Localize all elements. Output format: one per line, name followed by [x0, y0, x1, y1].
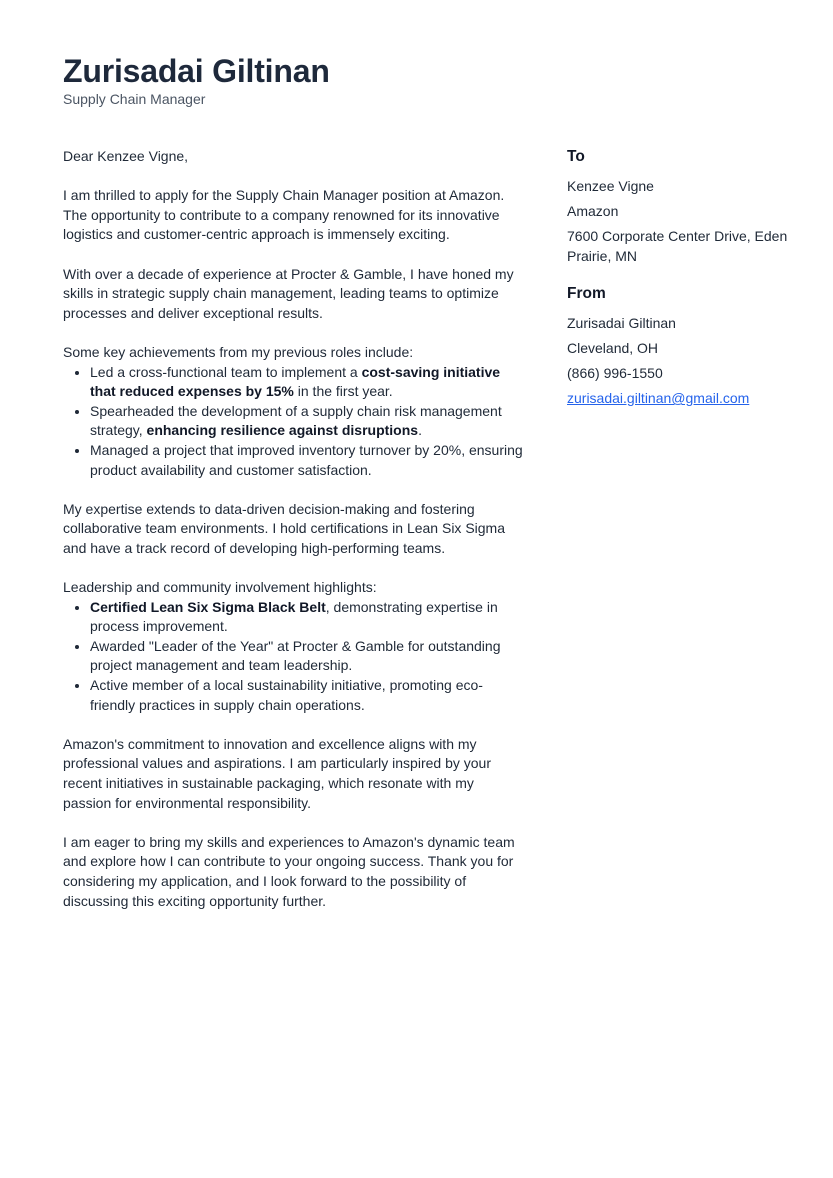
leadership-list [63, 598, 523, 716]
achievement-text: . [418, 422, 422, 439]
list-item [90, 598, 523, 637]
achievement-text: Spearheaded the development of a supply chain risk management strategy, [90, 402, 502, 439]
leadership-highlight: Certified Lean Six Sigma Black Belt [90, 598, 326, 615]
list-item: • Active member of a local sustainability initiative, promoting eco-friendly practices in supply chain operations. [90, 676, 523, 715]
leadership-text: , demonstrating expertise in process improvement. [90, 598, 498, 635]
recipient-block [567, 147, 797, 266]
list-item: • Awarded "Leader of the Year" at Procter & Gamble for outstanding project management and team leadership. [90, 637, 523, 676]
recipient-heading: To [567, 148, 585, 165]
salutation: Dear Kenzee Vigne, [63, 148, 189, 164]
contact-sidebar [567, 147, 797, 427]
list-item [90, 363, 523, 402]
list-item [90, 402, 523, 441]
paragraph-intro: I am thrilled to apply for the Supply Chain Manager position at Amazon. The opportunity to contribute to a company renowned for its innovative logistics and customer-centric approach is immensely exciting. [63, 187, 505, 243]
recipient-address: 7600 Corporate Center Drive, Eden Prairie, MN [567, 227, 788, 264]
paragraph-experience: With over a decade of experience at Procter & Gamble, I have honed my skills in strategic supply chain management, leading teams to optimize processes and deliver exceptional results. [63, 265, 514, 321]
sender-name: Zurisadai Giltinan [567, 315, 676, 332]
letter-body [63, 147, 523, 931]
achievements-intro: Some key achievements from my previous roles include: [63, 343, 414, 360]
applicant-name: Zurisadai Giltinan [63, 53, 330, 89]
letter-header [63, 52, 330, 108]
leadership-intro: Leadership and community involvement highlights: [63, 579, 377, 596]
achievement-text: in the first year. [293, 383, 393, 400]
list-item: • Managed a project that improved inventory turnover by 20%, ensuring product availability and customer satisfaction. [90, 441, 523, 480]
paragraph-expertise: My expertise extends to data-driven decision-making and fostering collaborative team environments. I hold certifications in Lean Six Sigma and have a track record of developing high-performing teams. [63, 500, 505, 556]
sender-location: Cleveland, OH [567, 340, 659, 357]
recipient-company: Amazon [567, 202, 619, 219]
achievement-highlight: enhancing resilience against disruptions [146, 422, 419, 439]
achievement-highlight: cost-saving initiative that reduced expenses by 15% [90, 363, 501, 400]
sender-email-link[interactable]: zurisadai.giltinan@gmail.com [567, 390, 750, 407]
applicant-role: Supply Chain Manager [63, 91, 206, 107]
paragraph-motivation: Amazon's commitment to innovation and excellence aligns with my professional values and aspirations. I am particularly inspired by your recent initiatives in sustainable packaging, which resonate with my passion for environmental responsibility. [63, 735, 491, 811]
achievement-text: Led a cross-functional team to implement a [90, 363, 362, 380]
paragraph-closing: I am eager to bring my skills and experiences to Amazon's dynamic team and explore how I can contribute to your ongoing success. Thank you for considering my application, and I look forward to the possibility of discussing this exciting opportunity further. [63, 833, 515, 909]
achievements-list [63, 363, 523, 481]
sender-phone: (866) 996-1550 [567, 365, 663, 382]
recipient-name: Kenzee Vigne [567, 178, 654, 194]
sender-block [567, 284, 797, 409]
sender-heading: From [567, 285, 606, 303]
